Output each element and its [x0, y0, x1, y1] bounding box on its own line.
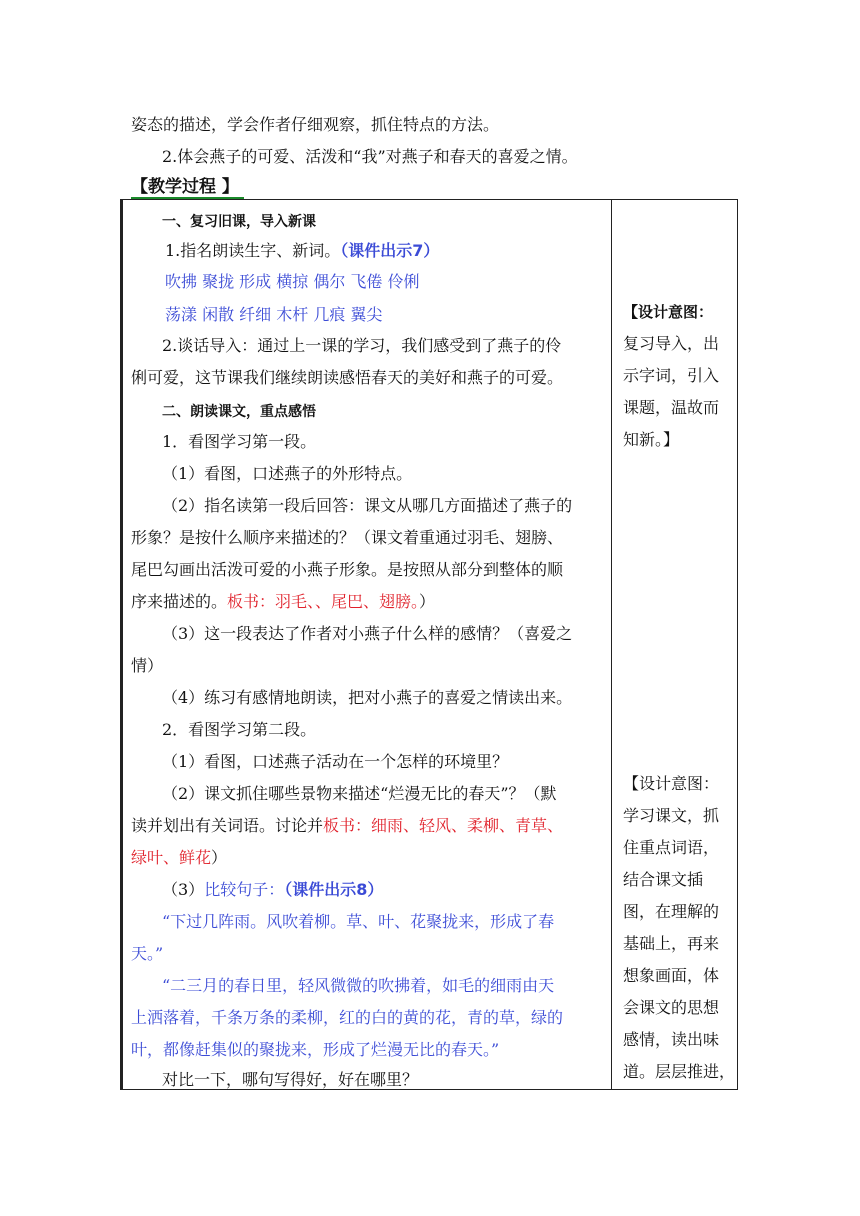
s1-item-1-text: 1.指名朗读生字、新词。: [165, 241, 341, 260]
design-intent-2-line-7: 想象画面，体: [623, 966, 720, 985]
quote-2-line-3: 叶，都像赶集似的聚拢来，形成了烂漫无比的春天。”: [131, 1040, 500, 1059]
s2-1-4: （4）练习有感情地朗读，把对小燕子的喜爱之情读出来。: [162, 688, 573, 707]
s2-1-2-line-4-close: ）: [419, 592, 436, 611]
compare-question: 对比一下，哪句写得好，好在哪里？: [162, 1070, 419, 1089]
design-intent-1-line-2: 复习导入，出: [623, 334, 720, 353]
design-intent-1-line-4: 课题，温故而: [623, 398, 720, 417]
vocab-row-1: 吹拂 聚拢 形成 横掠 偶尔 飞倦 伶俐: [165, 272, 420, 291]
design-intent-2-line-6: 基础上，再来: [623, 934, 720, 953]
design-intent-2-title: 【设计意图：: [623, 774, 720, 793]
design-intent-2-line-2: 学习课文，抓: [623, 806, 720, 825]
design-intent-2-line-3: 住重点词语，: [623, 838, 720, 857]
process-title: 【教学过程 】: [131, 177, 239, 197]
s2-1-2-line-4: [131, 591, 435, 613]
design-intent-2-line-4: 结合课文插: [623, 870, 704, 889]
intro-line-2: 2.体会燕子的可爱、活泼和“我”对燕子和春天的喜爱之情。: [162, 147, 578, 166]
design-intent-2-line-8: 会课文的思想: [623, 998, 720, 1017]
design-intent-1-line-3: 示字词，引入: [623, 366, 720, 385]
table-column-divider: [611, 199, 612, 1090]
s2-2-2-line-1: （2）课文抓住哪些景物来描述“烂漫无比的春天”？（默: [162, 784, 557, 803]
s2-2-2-line-3-close: ）: [211, 848, 228, 867]
s2-2-3-num: （3）: [162, 880, 205, 899]
board-note-1: 板书：羽毛、、尾巴、翅膀。: [227, 592, 420, 611]
s1-item-2-line-2: 俐可爱，这节课我们继续朗读感悟春天的美好和燕子的可爱。: [131, 368, 564, 387]
section-2-heading: 二、朗读课文，重点感悟: [162, 404, 316, 420]
s2-2-2-line-3: [131, 847, 227, 869]
s2-1-2-line-4-text: 序来描述的。: [131, 592, 228, 611]
courseware-ref-7: （课件出示7）: [340, 241, 440, 260]
design-intent-1-title: 【设计意图：: [623, 303, 714, 321]
section-1-heading: 一、复习旧课，导入新课: [162, 214, 316, 230]
table-inner-border: [121, 200, 123, 1089]
s2-1-1: （1）看图，口述燕子的外形特点。: [162, 464, 413, 483]
s2-1-2-line-1: （2）指名读第一段后回答：课文从哪几方面描述了燕子的: [162, 496, 573, 515]
s2-2-2-line-2: [131, 815, 563, 837]
s2-1-2-line-3: 尾巴勾画出活泼可爱的小燕子形象。是按照从部分到整体的顺: [131, 560, 564, 579]
design-intent-2-line-10: 道。层层推进，: [623, 1062, 736, 1081]
design-intent-1-line-5: 知新。】: [623, 430, 680, 449]
board-note-2-cont: 绿叶、鲜花: [131, 848, 212, 867]
s2-2-2-line-2-text: 读并划出有关词语。讨论并: [131, 816, 324, 835]
quote-2-line-2: 上洒落着，千条万条的柔柳，红的白的黄的花，青的草，绿的: [131, 1008, 564, 1027]
compare-sentences: 比较句子：: [204, 880, 285, 899]
design-intent-2-line-5: 图，在理解的: [623, 902, 720, 921]
board-note-2: 板书：细雨、轻风、柔柳、青草、: [323, 816, 564, 835]
design-intent-2-line-9: 感情，读出味: [623, 1030, 720, 1049]
s2-1-3-line-1: （3）这一段表达了作者对小燕子什么样的感情？（喜爱之: [162, 624, 573, 643]
quote-1-line-1: “下过几阵雨。风吹着柳。草、叶、花聚拢来，形成了春: [162, 912, 555, 931]
s2-item-2: 2．看图学习第二段。: [162, 720, 317, 739]
courseware-ref-8: （课件出示8）: [284, 880, 384, 899]
intro-line-1: 姿态的描述，学会作者仔细观察，抓住特点的方法。: [131, 115, 500, 134]
s1-item-2-line-1: 2.谈话导入：通过上一课的学习，我们感受到了燕子的伶: [162, 336, 562, 355]
s2-2-3: [162, 879, 383, 901]
s2-1-2-line-2: 形象？是按什么顺序来描述的？（课文着重通过羽毛、翅膀、: [131, 528, 564, 547]
quote-2-line-1: “二三月的春日里，轻风微微的吹拂着，如毛的细雨由天: [162, 976, 555, 995]
s1-item-1: [165, 240, 439, 262]
s2-1-3-line-2: 情）: [131, 656, 164, 675]
vocab-row-2: 荡漾 闲散 纤细 木杆 几痕 翼尖: [165, 305, 383, 324]
quote-1-line-2: 天。”: [131, 944, 164, 963]
s2-2-1: （1）看图，口述燕子活动在一个怎样的环境里？: [162, 752, 509, 771]
s2-item-1: 1．看图学习第一段。: [162, 432, 317, 451]
